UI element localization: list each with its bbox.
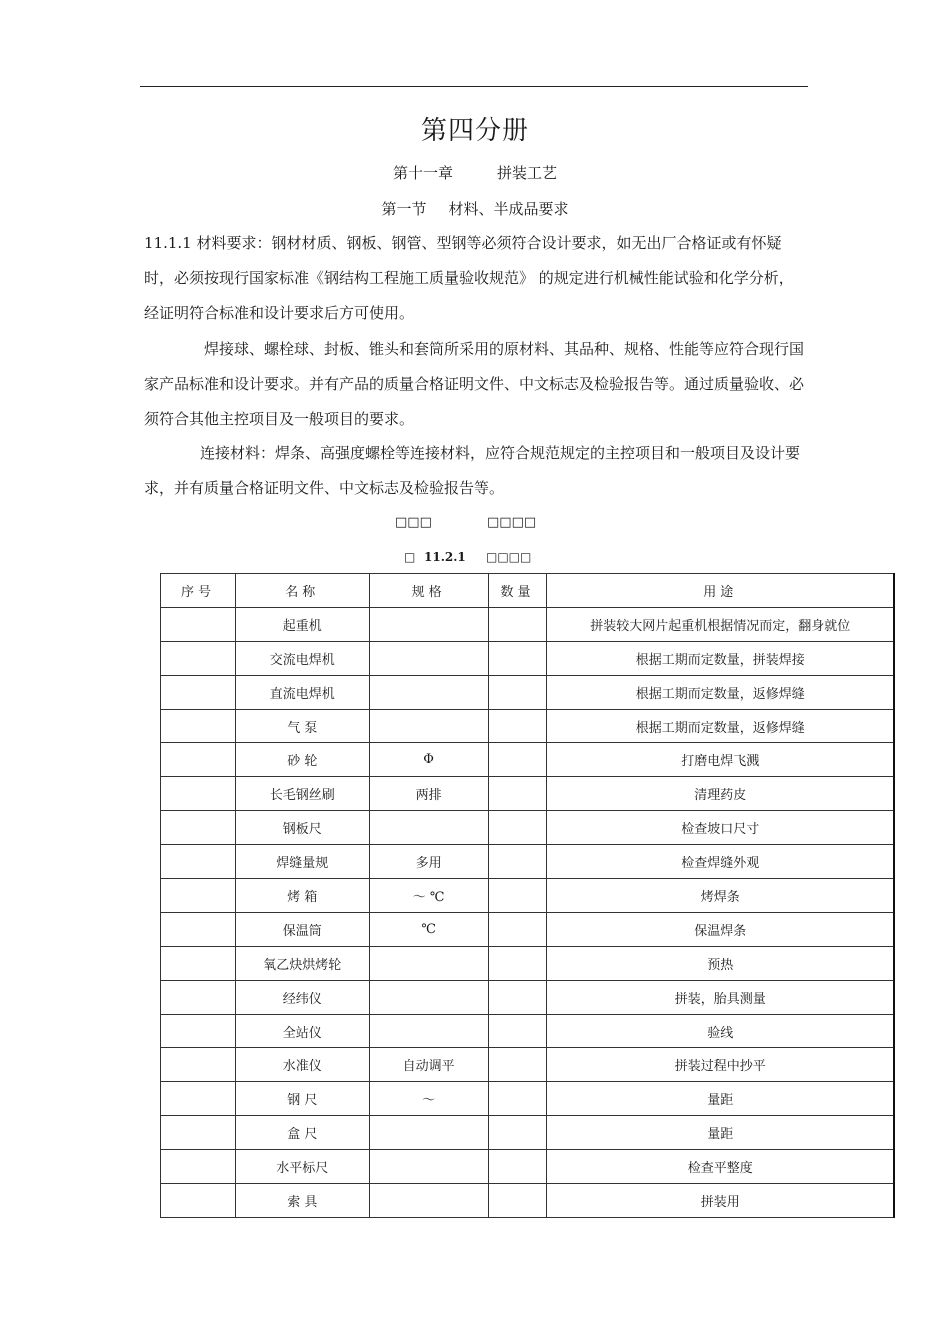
paragraph-connection-materials: 连接材料：焊条、高强度螺栓等连接材料，应符合规范规定的主控项目和一般项目及设计要求，并有质量合格证明文件、中文标志及检验报告等。 [144, 444, 801, 497]
cell-name: 直流电焊机 [235, 675, 369, 709]
cell-name: 气 泵 [235, 709, 369, 743]
cell-no [161, 743, 236, 777]
cell-use: 拼装，胎具测量 [547, 980, 894, 1014]
cell-use: 保温焊条 [547, 912, 894, 946]
table-row [161, 777, 895, 811]
cell-spec [369, 1116, 488, 1150]
cell-use: 验线 [547, 1014, 894, 1048]
cell-no [161, 1184, 236, 1218]
cell-qty [488, 946, 547, 980]
cell-no [161, 1116, 236, 1150]
cell-name: 长毛钢丝刷 [235, 777, 369, 811]
header-qty: 数量 [488, 574, 547, 608]
cell-spec: 多用 [369, 845, 488, 879]
cell-qty [488, 1184, 547, 1218]
table-row [161, 1048, 895, 1082]
cell-qty [488, 1048, 547, 1082]
cell-spec: ℃ [369, 912, 488, 946]
cell-spec [369, 607, 488, 641]
cell-spec [369, 1184, 488, 1218]
paragraph-material-requirements: 11.1.1 材料要求：钢材材质、钢板、钢管、型钢等必须符合设计要求，如无出厂合格证或有怀疑时，必须按现行国家标准《钢结构工程施工质量验收规范》 的规定进行机械性能试验和化学分析，经证明符合标准和设计要求后方可使用。 [144, 234, 794, 322]
cell-use: 根据工期而定数量，返修焊缝 [547, 709, 894, 743]
table-row [161, 641, 895, 675]
cell-qty [488, 879, 547, 913]
cell-qty [488, 641, 547, 675]
table-caption-number: 11.2.1 [424, 550, 466, 564]
cell-no [161, 845, 236, 879]
cell-spec: 两排 [369, 777, 488, 811]
table-row [161, 811, 895, 845]
cell-use: 预热 [547, 946, 894, 980]
cell-use: 拼装过程中抄平 [547, 1048, 894, 1082]
cell-no [161, 980, 236, 1014]
cell-use: 检查坡口尺寸 [547, 811, 894, 845]
garbled-heading-2: □□□□ [487, 515, 537, 530]
cell-use: 检查平整度 [547, 1150, 894, 1184]
cell-name: 焊缝量规 [235, 845, 369, 879]
cell-qty [488, 743, 547, 777]
header-name: 名称 [235, 574, 369, 608]
table-row [161, 607, 895, 641]
table-row [161, 845, 895, 879]
cell-qty [488, 912, 547, 946]
cell-name: 水平标尺 [235, 1150, 369, 1184]
table-row [161, 980, 895, 1014]
cell-no [161, 946, 236, 980]
cell-no [161, 607, 236, 641]
chapter-heading [0, 162, 950, 183]
cell-spec [369, 709, 488, 743]
cell-no [161, 709, 236, 743]
cell-name: 钢 尺 [235, 1082, 369, 1116]
cell-use: 拼装用 [547, 1184, 894, 1218]
cell-no [161, 811, 236, 845]
cell-name: 索 具 [235, 1184, 369, 1218]
cell-spec [369, 641, 488, 675]
cell-no [161, 1048, 236, 1082]
cell-use: 量距 [547, 1082, 894, 1116]
volume-title: 第四分册 [420, 116, 529, 146]
table-row [161, 879, 895, 913]
cell-name: 烤 箱 [235, 879, 369, 913]
cell-name: 砂 轮 [235, 743, 369, 777]
cell-use: 根据工期而定数量，返修焊缝 [547, 675, 894, 709]
table-row [161, 743, 895, 777]
cell-qty [488, 1014, 547, 1048]
cell-name: 全站仪 [235, 1014, 369, 1048]
cell-spec: Φ [369, 743, 488, 777]
cell-qty [488, 980, 547, 1014]
section-number: 第一节 [381, 200, 427, 218]
cell-no [161, 777, 236, 811]
cell-spec [369, 946, 488, 980]
equipment-table [160, 573, 895, 1218]
cell-spec [369, 1150, 488, 1184]
header-no: 序号 [161, 574, 236, 608]
cell-use: 打磨电焊飞溅 [547, 743, 894, 777]
cell-qty [488, 1150, 547, 1184]
table-row [161, 1014, 895, 1048]
cell-use: 清理药皮 [547, 777, 894, 811]
cell-name: 盒 尺 [235, 1116, 369, 1150]
table-row [161, 1116, 895, 1150]
header-spec: 规格 [369, 574, 488, 608]
table-row [161, 1184, 895, 1218]
cell-no [161, 641, 236, 675]
header-use: 用途 [547, 574, 894, 608]
cell-no [161, 879, 236, 913]
section-name: 材料、半成品要求 [448, 200, 569, 218]
table-row [161, 912, 895, 946]
cell-name: 氧乙炔烘烤轮 [235, 946, 369, 980]
cell-qty [488, 675, 547, 709]
table-header-row [161, 574, 895, 608]
cell-name: 起重机 [235, 607, 369, 641]
cell-no [161, 675, 236, 709]
cell-spec: ～ [369, 1082, 488, 1116]
garbled-heading-1: □□□ [395, 515, 432, 530]
cell-no [161, 1014, 236, 1048]
table-row [161, 1150, 895, 1184]
table-row [161, 675, 895, 709]
cell-name: 经纬仪 [235, 980, 369, 1014]
cell-spec: ～ ℃ [369, 879, 488, 913]
cell-name: 钢板尺 [235, 811, 369, 845]
paragraph-ball-joints: 焊接球、螺栓球、封板、锥头和套筒所采用的原材料、其品种、规格、性能等应符合现行国家产品标准和设计要求。并有产品的质量合格证明文件、中文标志及检验报告等。通过质量验收、必须符合其他主控项目及一般项目的要求。 [144, 340, 805, 428]
header-rule [140, 86, 808, 87]
cell-qty [488, 811, 547, 845]
cell-qty [488, 709, 547, 743]
cell-qty [488, 607, 547, 641]
cell-use: 根据工期而定数量，拼装焊接 [547, 641, 894, 675]
cell-qty [488, 845, 547, 879]
cell-qty [488, 1116, 547, 1150]
cell-name: 交流电焊机 [235, 641, 369, 675]
cell-qty [488, 777, 547, 811]
table-row [161, 709, 895, 743]
cell-use: 烤焊条 [547, 879, 894, 913]
cell-qty [488, 1082, 547, 1116]
table-row [161, 946, 895, 980]
chapter-name: 拼装工艺 [497, 164, 558, 182]
section-heading [0, 198, 950, 219]
cell-no [161, 912, 236, 946]
cell-use: 检查焊缝外观 [547, 845, 894, 879]
cell-spec [369, 980, 488, 1014]
table-caption-suffix: □□□□ [486, 550, 532, 564]
cell-spec [369, 1014, 488, 1048]
cell-spec [369, 675, 488, 709]
cell-use: 拼装较大网片起重机根据情况而定，翻身就位 [547, 607, 894, 641]
chapter-number: 第十一章 [392, 164, 453, 182]
cell-spec: 自动调平 [369, 1048, 488, 1082]
cell-use: 量距 [547, 1116, 894, 1150]
table-row [161, 1082, 895, 1116]
cell-spec [369, 811, 488, 845]
cell-name: 保温筒 [235, 912, 369, 946]
cell-no [161, 1150, 236, 1184]
cell-no [161, 1082, 236, 1116]
table-caption-prefix: □ [404, 550, 416, 564]
cell-name: 水准仪 [235, 1048, 369, 1082]
